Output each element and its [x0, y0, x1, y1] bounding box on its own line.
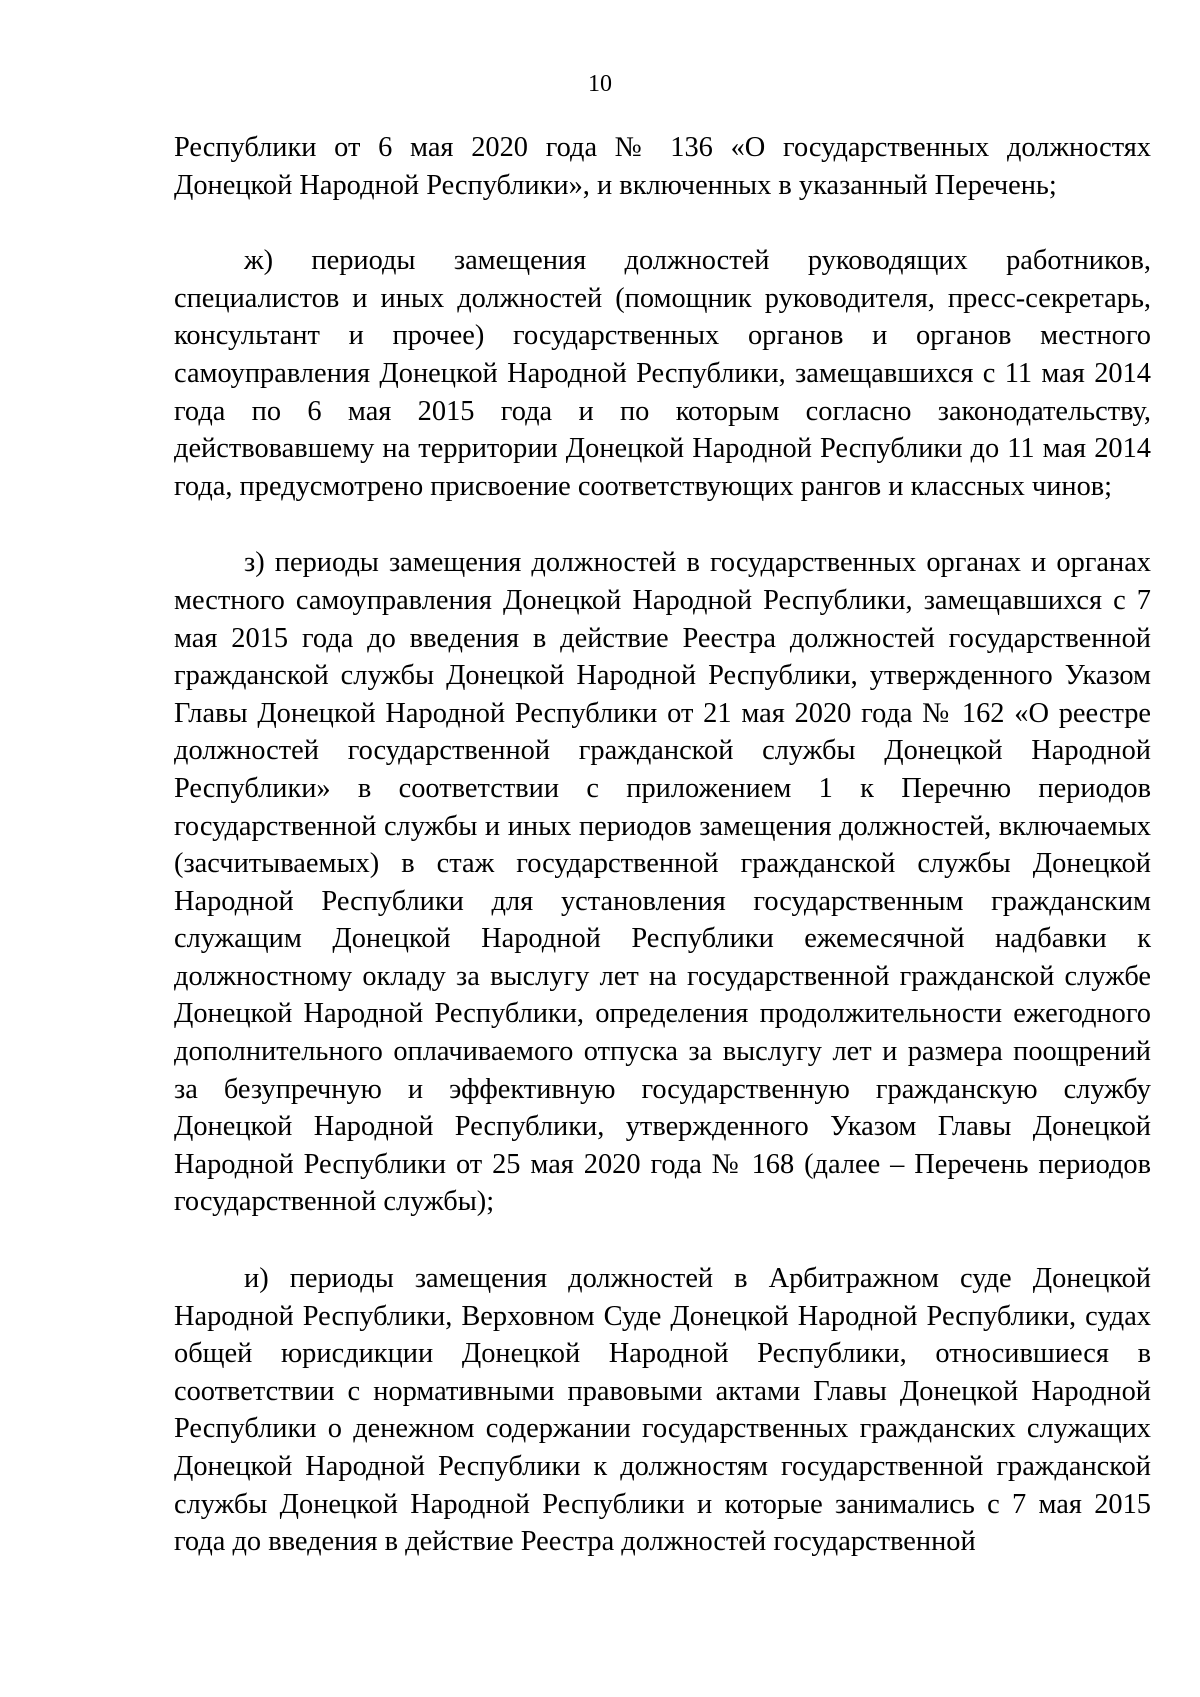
paragraph-item-i: и) периоды замещения должностей в Арбитражном суде Донецкой Народной Республики, Верховном Суде Донецкой Народной Республики, судах общей юрисдикции Донецкой Народной Республики, относившиеся в соответствии с нормативными правовыми актами Главы Донецкой Народной Республики о денежном содержании государственных гражданских служащих Донецкой Народной Республики к должностям государственной гражданской службы Донецкой Народной Республики и которые занимались с 7 мая 2015 года до введения в действие Реестра должностей государственной [174, 1263, 1151, 1558]
page-number: 10 [588, 71, 612, 97]
document-body [174, 129, 1151, 1561]
paragraph-continuation: Республики от 6 мая 2020 года № 136 «О государственных должностях Донецкой Народной Республики», и включенных в указанный Перечень; [174, 132, 1151, 201]
paragraph-item-zh: ж) периоды замещения должностей руководящих работников, специалистов и иных должностей (помощник руководителя, пресс-секретарь, консультант и прочее) государственных органов и органов местного самоуправления Донецкой Народной Республики, замещавшихся с 11 мая 2014 года по 6 мая 2015 года и по которым согласно законодательству, действовавшему на территории Донецкой Народной Республики до 11 мая 2014 года, предусмотрено присвоение соответствующих рангов и классных чинов; [174, 245, 1151, 502]
paragraph-item-z: з) периоды замещения должностей в государственных органах и органах местного самоуправления Донецкой Народной Республики, замещавшихся с 7 мая 2015 года до введения в действие Реестра должностей государственной гражданской службы Донецкой Народной Республики, утвержденного Указом Главы Донецкой Народной Республики от 21 мая 2020 года № 162 «О реестре должностей государственной гражданской службы Донецкой Народной Республики» в соответствии с приложением 1 к Перечню периодов государственной службы и иных периодов замещения должностей, включаемых (засчитываемых) в стаж государственной гражданской службы Донецкой Народной Республики для установления государственным гражданским служащим Донецкой Народной Республики ежемесячной надбавки к должностному окладу за выслугу лет на государственной гражданской службе Донецкой Народной Республики, определения продолжительности ежегодного дополнительного оплачиваемого отпуска за выслугу лет и размера поощрений за безупречную и эффективную государственную гражданскую службу Донецкой Народной Республики, утвержденного Указом Главы Донецкой Народной Республики от 25 мая 2020 года № 168 (далее – Перечень периодов государственной службы); [174, 547, 1151, 1218]
